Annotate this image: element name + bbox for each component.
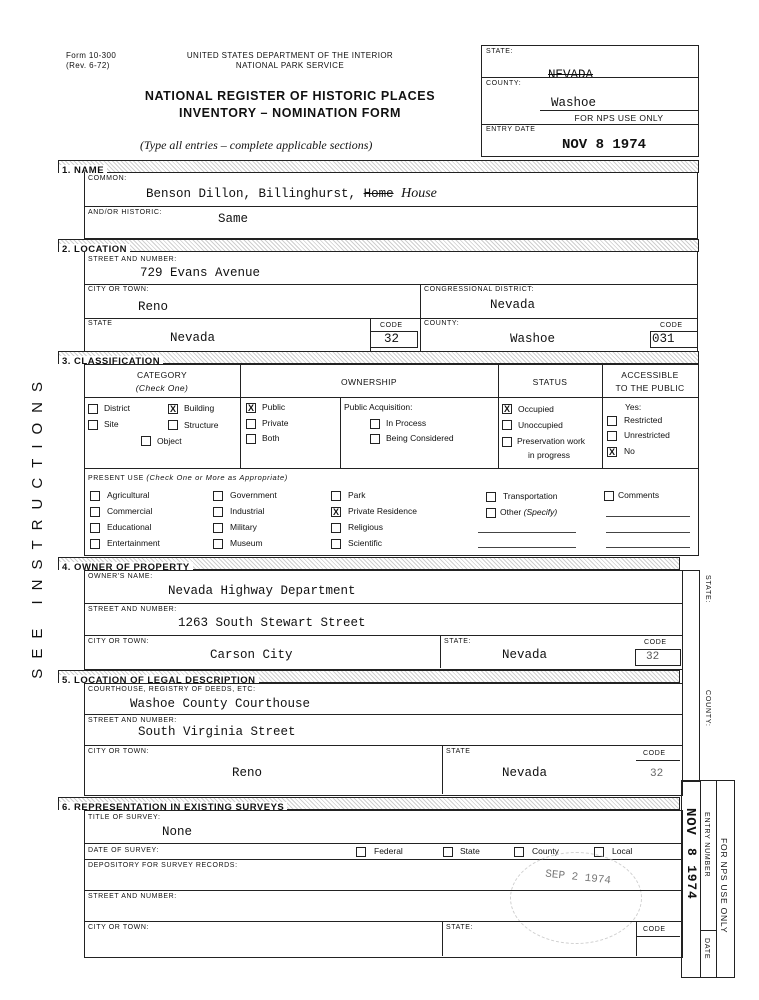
survey-local-label: Local (612, 846, 633, 856)
common-name-handwritten: House (401, 186, 437, 201)
owner-code-label: CODE (644, 639, 667, 646)
use-commercial-label: Commercial (107, 506, 153, 516)
use-agricultural-label: Agricultural (107, 490, 150, 500)
ownership-private-label: Private (262, 418, 289, 428)
acquisition-in-process-label: In Process (386, 418, 427, 428)
survey-county-label: County (532, 846, 559, 856)
nps-county-value: Washoe (551, 96, 597, 110)
use-entertainment-checkbox[interactable] (90, 539, 100, 549)
use-religious-checkbox[interactable] (331, 523, 341, 533)
status-in-progress-label: in progress (528, 450, 571, 460)
side-nps-use-only: FOR NPS USE ONLY (719, 838, 729, 934)
location-city-label: CITY OR TOWN: (88, 286, 150, 293)
legal-code-value: 32 (650, 768, 664, 780)
use-transportation-checkbox[interactable] (486, 492, 496, 502)
survey-county-checkbox[interactable] (514, 847, 524, 857)
access-unrestricted-label: Unrestricted (624, 430, 670, 440)
access-yes-label: Yes: (625, 402, 642, 412)
location-county-label: COUNTY: (424, 320, 460, 327)
use-museum-checkbox[interactable] (213, 539, 223, 549)
location-state-value: Nevada (170, 331, 216, 345)
access-restricted-label: Restricted (624, 415, 663, 425)
form-title-line2: INVENTORY – NOMINATION FORM (179, 106, 401, 120)
use-comments-label: Comments (618, 490, 660, 500)
category-structure-checkbox[interactable] (168, 420, 178, 430)
status-preservation-label: Preservation work (517, 436, 586, 446)
owner-name-label: OWNER'S NAME: (88, 573, 153, 580)
use-military-label: Military (230, 522, 257, 532)
side-instructions: SEE INSTRUCTIONS (29, 372, 46, 679)
present-use-label: PRESENT USE (Check One or More as Appropriate) (88, 473, 288, 482)
survey-state-label: STATE: (446, 924, 474, 931)
category-district-label: District (104, 403, 130, 413)
public-acquisition-label: Public Acquisition: (344, 402, 413, 412)
access-restricted-checkbox[interactable] (607, 416, 617, 426)
use-park-label: Park (348, 490, 366, 500)
category-site-label: Site (104, 419, 119, 429)
side-date-label: DATE (703, 938, 710, 960)
ownership-public-checkbox[interactable]: X (247, 403, 254, 413)
status-unoccupied-label: Unoccupied (518, 420, 563, 430)
owner-state-value: Nevada (502, 648, 548, 662)
use-commercial-checkbox[interactable] (90, 507, 100, 517)
access-header-1: ACCESSIBLE (621, 370, 679, 380)
use-industrial-checkbox[interactable] (213, 507, 223, 517)
legal-city-label: CITY OR TOWN: (88, 748, 150, 755)
use-military-checkbox[interactable] (213, 523, 223, 533)
nps-entry-date-stamp: NOV 8 1974 (562, 137, 647, 153)
location-street-value: 729 Evans Avenue (140, 266, 261, 280)
side-stamp-month: NOV (682, 808, 698, 836)
acquisition-being-considered-checkbox[interactable] (370, 434, 380, 444)
received-stamp-date: SEP 2 1974 (544, 868, 612, 888)
location-state-code: 32 (384, 332, 400, 346)
use-educational-checkbox[interactable] (90, 523, 100, 533)
category-structure-label: Structure (184, 420, 219, 430)
survey-title-label: TITLE OF SURVEY: (88, 814, 161, 821)
form-revision: (Rev. 6-72) (66, 61, 110, 70)
side-county-label: COUNTY: (704, 690, 711, 727)
legal-state-label: STATE (446, 748, 471, 755)
common-name-label: COMMON: (88, 175, 127, 182)
survey-street-label: STREET AND NUMBER: (88, 893, 177, 900)
common-name-struck: Home (363, 187, 394, 201)
category-building-label: Building (184, 403, 215, 413)
status-unoccupied-checkbox[interactable] (502, 420, 512, 430)
nps-county-label: COUNTY: (486, 80, 522, 87)
nps-state-label: STATE: (486, 48, 514, 55)
ownership-both-checkbox[interactable] (246, 434, 256, 444)
survey-date-label: DATE OF SURVEY: (88, 847, 159, 854)
location-county-code: 031 (652, 332, 675, 346)
section-6-bar: 6. REPRESENTATION IN EXISTING SURVEYS (58, 797, 680, 810)
owner-city-value: Carson City (210, 648, 293, 662)
ownership-public-label: Public (262, 402, 286, 412)
congressional-district-label: CONGRESSIONAL DISTRICT: (424, 286, 534, 293)
status-header: STATUS (532, 377, 568, 387)
courthouse-value: Washoe County Courthouse (130, 697, 311, 711)
legal-city-value: Reno (232, 766, 263, 780)
location-city-value: Reno (138, 300, 169, 314)
section-1-bar: 1. NAME (58, 160, 699, 173)
owner-code-value: 32 (646, 651, 660, 663)
ownership-both-label: Both (262, 433, 280, 443)
side-state-label: STATE: (704, 575, 711, 604)
access-no-label: No (624, 446, 635, 456)
department: UNITED STATES DEPARTMENT OF THE INTERIOR (186, 51, 394, 60)
location-county-code-label: CODE (660, 322, 683, 329)
acquisition-in-process-checkbox[interactable] (370, 419, 380, 429)
location-state-code-label: CODE (380, 322, 403, 329)
category-sub: (Check One) (135, 383, 189, 393)
status-occupied-label: Occupied (518, 404, 554, 414)
legal-code-label: CODE (643, 750, 666, 757)
use-industrial-label: Industrial (230, 506, 265, 516)
survey-state-checkbox[interactable] (443, 847, 453, 857)
category-header: CATEGORY (136, 370, 188, 380)
section-2-bar: 2. LOCATION (58, 239, 699, 252)
nps-state-value: NEVADA (548, 68, 594, 82)
use-comments-checkbox[interactable] (604, 491, 614, 501)
owner-name-value: Nevada Highway Department (168, 584, 356, 598)
service: NATIONAL PARK SERVICE (235, 61, 345, 70)
form-instructions: (Type all entries – complete applicable sections) (140, 138, 373, 152)
legal-street-label: STREET AND NUMBER: (88, 717, 177, 724)
access-unrestricted-checkbox[interactable] (607, 431, 617, 441)
use-government-checkbox[interactable] (213, 491, 223, 501)
access-header-2: TO THE PUBLIC (615, 383, 685, 393)
survey-city-label: CITY OR TOWN: (88, 924, 150, 931)
use-government-label: Government (230, 490, 277, 500)
category-object-checkbox[interactable] (141, 436, 151, 446)
section-4-bar: 4. OWNER OF PROPERTY (58, 557, 680, 570)
status-preservation-checkbox[interactable] (502, 437, 512, 447)
ownership-header: OWNERSHIP (340, 377, 398, 387)
use-religious-label: Religious (348, 522, 383, 532)
received-stamp (510, 852, 642, 944)
side-entry-number-label: ENTRY NUMBER (703, 812, 710, 878)
acquisition-being-considered-label: Being Considered (386, 433, 454, 443)
status-occupied-checkbox[interactable]: X (503, 404, 510, 414)
use-park-checkbox[interactable] (331, 491, 341, 501)
survey-code-label: CODE (643, 926, 666, 933)
use-transportation-label: Transportation (503, 491, 558, 501)
use-other-label: Other (Specify) (500, 507, 558, 517)
access-no-checkbox[interactable]: X (608, 447, 615, 457)
historic-name-label: AND/OR HISTORIC: (88, 209, 163, 216)
survey-federal-checkbox[interactable] (356, 847, 366, 857)
form-number: Form 10-300 (66, 51, 117, 60)
category-district-checkbox[interactable] (88, 404, 98, 414)
courthouse-label: COURTHOUSE, REGISTRY OF DEEDS, ETC: (88, 686, 256, 693)
use-agricultural-checkbox[interactable] (90, 491, 100, 501)
nps-use-only: FOR NPS USE ONLY (574, 113, 664, 123)
use-entertainment-label: Entertainment (107, 538, 160, 548)
section-5-bar: 5. LOCATION OF LEGAL DESCRIPTION (58, 670, 680, 683)
legal-state-value: Nevada (502, 766, 548, 780)
common-name-typed: Benson Dillon, Billinghurst, (146, 187, 357, 201)
form-title-line1: NATIONAL REGISTER OF HISTORIC PLACES (144, 89, 436, 103)
location-state-label: STATE (88, 320, 113, 327)
category-building-checkbox[interactable]: X (169, 404, 176, 414)
owner-street-value: 1263 South Stewart Street (178, 616, 366, 630)
historic-name-value: Same (218, 212, 249, 226)
legal-street-value: South Virginia Street (138, 725, 296, 739)
use-private-residence-label: Private Residence (348, 506, 417, 516)
section-3-bar: 3. CLASSIFICATION (58, 351, 699, 364)
survey-title-value: None (162, 825, 193, 839)
common-name-value (146, 186, 437, 202)
congressional-district-value: Nevada (490, 298, 536, 312)
use-educational-label: Educational (107, 522, 152, 532)
use-private-residence-checkbox[interactable]: X (332, 507, 339, 517)
owner-street-label: STREET AND NUMBER: (88, 606, 177, 613)
nps-side-column (682, 570, 700, 782)
owner-state-label: STATE: (444, 638, 472, 645)
owner-city-label: CITY OR TOWN: (88, 638, 150, 645)
use-museum-label: Museum (230, 538, 263, 548)
category-site-checkbox[interactable] (88, 420, 98, 430)
location-street-label: STREET AND NUMBER: (88, 256, 177, 263)
survey-state-label: State (460, 846, 480, 856)
use-scientific-checkbox[interactable] (331, 539, 341, 549)
nps-entry-date-label: ENTRY DATE (486, 126, 536, 133)
use-scientific-label: Scientific (348, 538, 383, 548)
survey-federal-label: Federal (374, 846, 403, 856)
category-object-label: Object (157, 436, 182, 446)
location-county-value: Washoe (510, 332, 556, 346)
ownership-private-checkbox[interactable] (246, 419, 256, 429)
use-other-checkbox[interactable] (486, 508, 496, 518)
depository-label: DEPOSITORY FOR SURVEY RECORDS: (88, 862, 238, 869)
side-stamp-date: 8 1974 (684, 848, 699, 900)
